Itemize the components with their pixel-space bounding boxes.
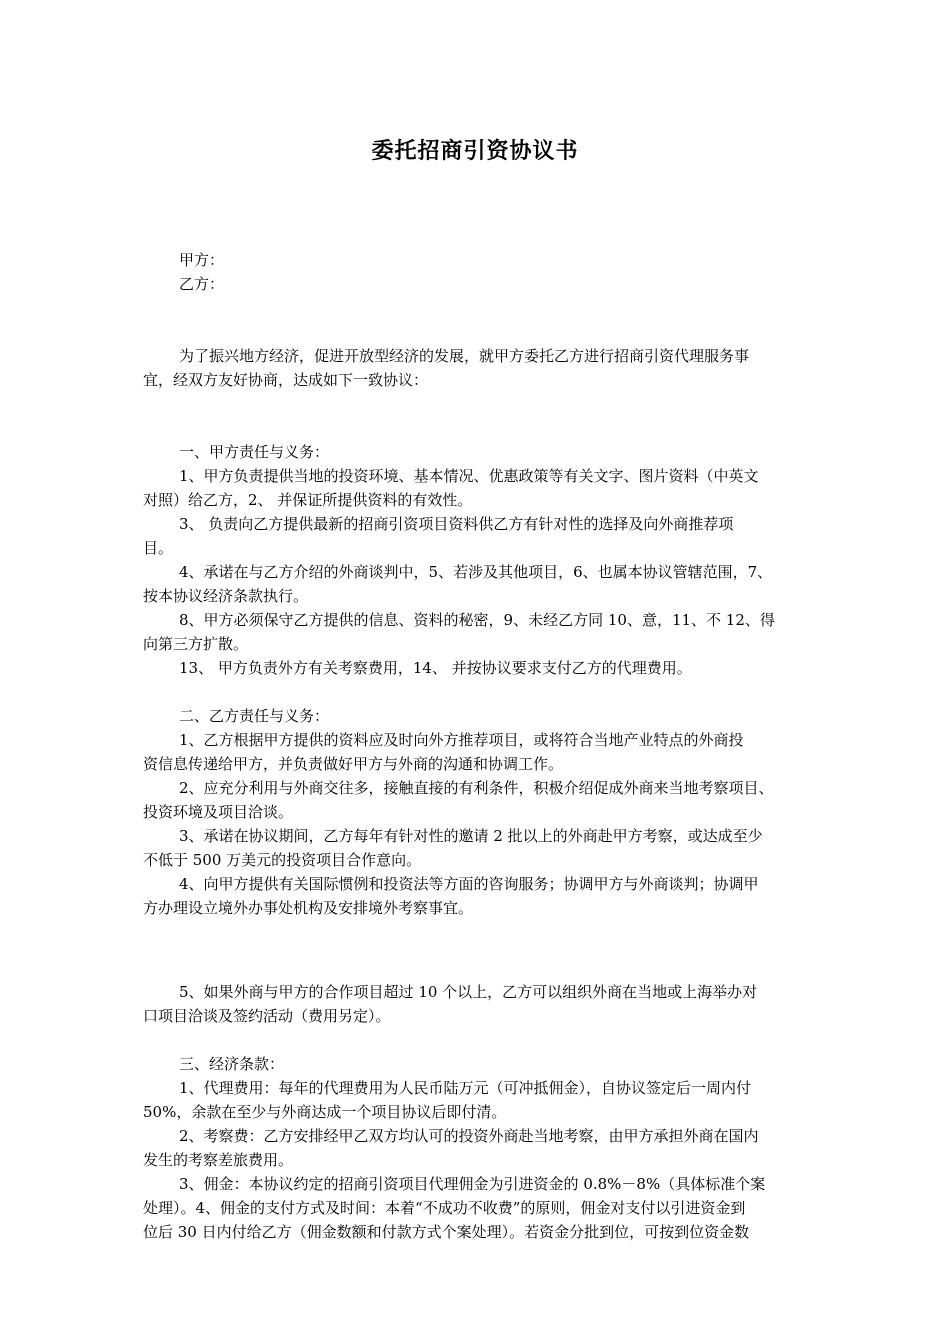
- section-heading: 三、经济条款：: [179, 1055, 285, 1073]
- clause: 3、佣金：本协议约定的招商引资项目代理佣金为引进资金的 0.8%－8%（具体标准个案 处理）。4、佣金的支付方式及时间：本着“不成功不收费”的原则，佣金对支付以引进资金到 位后 30 日内付给乙方（佣金数额和付款方式个案处理）。若资金分批到位，可按到位资金数: [143, 1175, 766, 1241]
- document-body: [143, 248, 813, 1244]
- clause: 8、甲方必须保守乙方提供的信息、资料的秘密，9、未经乙方同 10、意，11、不 12、得 向第三方扩散。: [143, 611, 775, 653]
- clause: 1、甲方负责提供当地的投资环境、基本情况、优惠政策等有关文字、图片资料（中英文 对照）给乙方，2、 并保证所提供资料的有效性。: [143, 467, 759, 509]
- clause: 3、 负责向乙方提供最新的招商引资项目资料供乙方有针对性的选择及向外商推荐项 目。: [143, 515, 734, 557]
- document-title: 委托招商引资协议书: [371, 138, 579, 164]
- clause: 4、向甲方提供有关国际惯例和投资法等方面的咨询服务；协调甲方与外商谈判；协调甲 方办理设立境外办事处机构及安排境外考察事宜。: [143, 875, 759, 917]
- clause: 1、代理费用：每年的代理费用为人民币陆万元（可冲抵佣金），自协议签定后一周内付 50%，余款在至少与外商达成一个项目协议后即付清。: [143, 1079, 752, 1121]
- intro-paragraph: 为了振兴地方经济，促进开放型经济的发展，就甲方委托乙方进行招商引资代理服务事 宜，经双方友好协商，达成如下一致协议：: [143, 347, 750, 389]
- clause: 1、乙方根据甲方提供的资料应及时向外方推荐项目，或将符合当地产业特点的外商投 资信息传递给甲方，并负责做好甲方与外商的沟通和协调工作。: [143, 731, 744, 773]
- section-heading: 一、甲方责任与义务：: [179, 443, 330, 461]
- clause: 4、承诺在与乙方介绍的外商谈判中，5、若涉及其他项目，6、也属本协议管辖范围，7、 按本协议经济条款执行。: [143, 563, 773, 605]
- clause: 2、应充分利用与外商交往多，接触直接的有利条件，积极介绍促成外商来当地考察项目、 投资环境及项目洽谈。: [143, 779, 774, 821]
- clause: 5、如果外商与甲方的合作项目超过 10 个以上，乙方可以组织外商在当地或上海举办对 口项目洽谈及签约活动（费用另定）。: [143, 983, 758, 1025]
- clause: 13、 甲方负责外方有关考察费用，14、 并按协议要求支付乙方的代理费用。: [179, 659, 692, 677]
- clause: 2、考察费：乙方安排经甲乙双方均认可的投资外商赴当地考察，由甲方承担外商在国内 发生的考察差旅费用。: [143, 1127, 759, 1169]
- party-b-label: 乙方：: [179, 275, 225, 293]
- section-heading: 二、乙方责任与义务：: [179, 707, 330, 725]
- party-a-label: 甲方：: [179, 251, 225, 269]
- clause: 3、承诺在协议期间，乙方每年有针对性的邀请 2 批以上的外商赴甲方考察，或达成至少 不低于 500 万美元的投资项目合作意向。: [143, 827, 763, 869]
